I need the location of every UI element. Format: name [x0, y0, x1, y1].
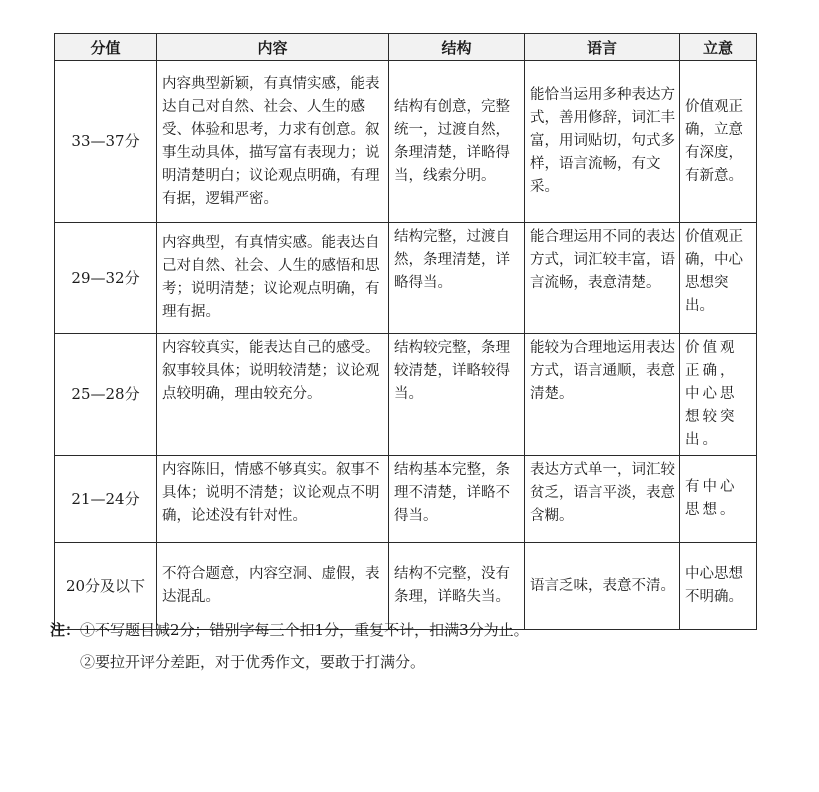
header-structure: 结构	[389, 34, 525, 61]
structure-cell: 结构完整，过渡自然，条理清楚，详略得当。	[389, 223, 525, 334]
score-cell: 25—28分	[55, 334, 157, 456]
score-cell: 21—24分	[55, 456, 157, 543]
table-header-row	[55, 34, 757, 61]
notes-section	[50, 614, 770, 678]
theme-cell: 中心思想不明确。	[680, 543, 757, 630]
content-cell: 内容典型，有真情实感。能表达自己对自然、社会、人生的感悟和思考；说明清楚；议论观点明确，有理有据。	[157, 223, 389, 334]
table-row	[55, 223, 757, 334]
language-cell: 语言乏味，表意不清。	[525, 543, 680, 630]
note-label: 注：	[50, 621, 81, 639]
score-cell: 20分及以下	[55, 543, 157, 630]
language-cell: 能合理运用不同的表达方式，词汇较丰富，语言流畅，表意清楚。	[525, 223, 680, 334]
language-cell: 能较为合理地运用表达方式，语言通顺，表意清楚。	[525, 334, 680, 456]
table-row	[55, 334, 757, 456]
score-cell: 29—32分	[55, 223, 157, 334]
content-cell: 内容陈旧，情感不够真实。叙事不具体；说明不清楚；议论观点不明确，论述没有针对性。	[157, 456, 389, 543]
note-line-2: ②要拉开评分差距，对于优秀作文，要敢于打满分。	[80, 653, 426, 671]
language-cell: 表达方式单一，词汇较贫乏，语言平淡，表意含糊。	[525, 456, 680, 543]
content-cell: 内容典型新颖，有真情实感，能表达自己对自然、社会、人生的感受、体验和思考，力求有创意。叙事生动具体，描写富有表现力；说明清楚明白；议论观点明确，有理有据，逻辑严密。	[157, 61, 389, 223]
scoring-rubric-table	[54, 33, 757, 630]
structure-cell: 结构不完整，没有条理，详略失当。	[389, 543, 525, 630]
score-cell: 33—37分	[55, 61, 157, 223]
language-cell: 能恰当运用多种表达方式，善用修辞，词汇丰富，用词贴切，句式多样，语言流畅，有文采。	[525, 61, 680, 223]
header-score: 分值	[55, 34, 157, 61]
header-content: 内容	[157, 34, 389, 61]
table-row	[55, 61, 757, 223]
structure-cell: 结构较完整，条理较清楚，详略较得当。	[389, 334, 525, 456]
theme-cell: 有中心思想。	[680, 456, 757, 543]
note-text-1: ①不写题目减2分；错别字每三个扣1分，重复不计，扣满3分为止。	[80, 621, 529, 639]
content-cell: 不符合题意，内容空洞、虚假，表达混乱。	[157, 543, 389, 630]
note-line-1	[50, 614, 770, 646]
header-theme: 立意	[680, 34, 757, 61]
theme-cell: 价值观正确，中心思想突出。	[680, 223, 757, 334]
theme-cell: 价值观正确，立意有深度，有新意。	[680, 61, 757, 223]
header-language: 语言	[525, 34, 680, 61]
table-row	[55, 456, 757, 543]
structure-cell: 结构有创意，完整统一，过渡自然，条理清楚，详略得当，线索分明。	[389, 61, 525, 223]
theme-cell: 价值观正确，中心思想较突出。	[680, 334, 757, 456]
structure-cell: 结构基本完整，条理不清楚，详略不得当。	[389, 456, 525, 543]
content-cell: 内容较真实，能表达自己的感受。叙事较具体；说明较清楚；议论观点较明确，理由较充分。	[157, 334, 389, 456]
